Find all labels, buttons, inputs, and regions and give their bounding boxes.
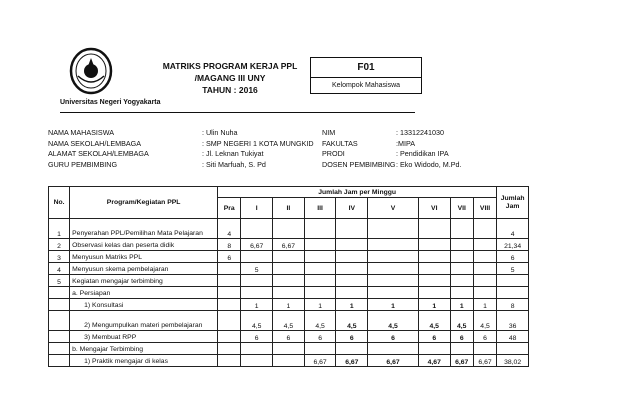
week-hours bbox=[304, 251, 336, 263]
info-label: NAMA MAHASISWA bbox=[48, 128, 115, 137]
row-total: 5 bbox=[497, 263, 529, 275]
week-header: IV bbox=[336, 198, 368, 219]
week-hours bbox=[273, 287, 305, 299]
week-hours bbox=[336, 219, 368, 239]
program-name: 1) Konsultasi bbox=[70, 299, 218, 311]
week-hours bbox=[273, 355, 305, 367]
week-hours bbox=[473, 251, 496, 263]
program-name: 3) Membuat RPP bbox=[70, 331, 218, 343]
info-label: ALAMAT SEKOLAH/LEMBAGA bbox=[48, 149, 149, 158]
row-number: 1 bbox=[49, 219, 70, 239]
week-hours: 4,5 bbox=[336, 311, 368, 331]
week-hours: 6,67 bbox=[304, 355, 336, 367]
week-hours: 6,67 bbox=[473, 355, 496, 367]
week-hours bbox=[218, 287, 241, 299]
week-hours bbox=[450, 343, 473, 355]
week-header: VIII bbox=[473, 198, 496, 219]
form-code-box bbox=[310, 57, 422, 94]
program-value: : Pendidikan IPA bbox=[396, 149, 449, 158]
table-row bbox=[49, 219, 529, 239]
week-hours bbox=[336, 287, 368, 299]
form-subtitle: Kelompok Mahasiswa bbox=[331, 82, 401, 89]
week-hours bbox=[273, 275, 305, 287]
week-hours bbox=[450, 287, 473, 299]
row-total: 36 bbox=[497, 311, 529, 331]
table-row bbox=[49, 343, 529, 355]
week-hours: 6 bbox=[450, 331, 473, 343]
week-hours: 4,5 bbox=[368, 311, 419, 331]
program-name: Observasi kelas dan peserta didik bbox=[70, 239, 218, 251]
week-hours bbox=[304, 219, 336, 239]
week-hours bbox=[304, 287, 336, 299]
week-hours bbox=[450, 219, 473, 239]
week-hours bbox=[473, 275, 496, 287]
program-name: Kegiatan mengajar terbimbing bbox=[70, 275, 218, 287]
col-header-week-group: Jumlah Jam per Minggu bbox=[218, 187, 497, 198]
week-hours bbox=[473, 239, 496, 251]
week-hours bbox=[241, 287, 273, 299]
col-header-no: No. bbox=[49, 187, 70, 219]
week-hours: 1 bbox=[336, 299, 368, 311]
title-line-1: MATRIKS PROGRAM KERJA PPL bbox=[162, 61, 298, 71]
week-hours: 1 bbox=[241, 299, 273, 311]
program-name: 1) Praktik mengajar di kelas bbox=[70, 355, 218, 367]
row-number: 5 bbox=[49, 275, 70, 287]
week-hours bbox=[304, 263, 336, 275]
week-hours bbox=[336, 275, 368, 287]
week-hours bbox=[304, 239, 336, 251]
week-header: VII bbox=[450, 198, 473, 219]
row-total bbox=[497, 343, 529, 355]
form-code: F01 bbox=[311, 58, 421, 78]
week-hours bbox=[418, 343, 450, 355]
uny-logo bbox=[60, 46, 122, 96]
week-hours bbox=[241, 219, 273, 239]
matrix-body bbox=[49, 219, 529, 367]
week-hours: 4,5 bbox=[418, 311, 450, 331]
week-hours: 4 bbox=[218, 219, 241, 239]
table-row bbox=[49, 311, 529, 331]
week-hours bbox=[450, 251, 473, 263]
row-number: 2 bbox=[49, 239, 70, 251]
week-hours bbox=[473, 263, 496, 275]
table-row bbox=[49, 251, 529, 263]
week-hours bbox=[336, 343, 368, 355]
info-label: DOSEN PEMBIMBING bbox=[322, 159, 396, 169]
week-hours bbox=[336, 239, 368, 251]
row-total bbox=[497, 287, 529, 299]
week-hours: 4,5 bbox=[241, 311, 273, 331]
week-hours: 6 bbox=[368, 331, 419, 343]
row-number bbox=[49, 299, 70, 311]
week-hours: 6,67 bbox=[450, 355, 473, 367]
program-name: b. Mengajar Terbimbing bbox=[70, 343, 218, 355]
week-hours bbox=[450, 263, 473, 275]
lecturer-value: : Eko Widodo, M.Pd. bbox=[396, 159, 462, 169]
week-hours bbox=[241, 275, 273, 287]
title-line-3: TAHUN : 2016 bbox=[202, 85, 258, 95]
row-total bbox=[497, 275, 529, 287]
row-number bbox=[49, 311, 70, 331]
table-row bbox=[49, 355, 529, 367]
row-total: 38,02 bbox=[497, 355, 529, 367]
week-hours: 6 bbox=[218, 251, 241, 263]
week-hours: 6,67 bbox=[336, 355, 368, 367]
week-hours bbox=[450, 239, 473, 251]
table-row bbox=[49, 299, 529, 311]
program-matrix-table bbox=[48, 186, 529, 367]
table-row bbox=[49, 263, 529, 275]
week-hours bbox=[368, 239, 419, 251]
week-hours bbox=[273, 263, 305, 275]
info-label: NIM bbox=[322, 128, 336, 137]
info-label: NAMA SEKOLAH/LEMBAGA bbox=[48, 138, 142, 148]
col-header-program: Program/Kegiatan PPL bbox=[70, 187, 218, 219]
program-name: 2) Mengumpulkan materi pembelajaran bbox=[70, 311, 218, 331]
week-hours: 1 bbox=[368, 299, 419, 311]
info-right-labels bbox=[322, 128, 395, 170]
week-hours bbox=[218, 275, 241, 287]
week-hours: 6 bbox=[418, 331, 450, 343]
week-hours bbox=[368, 275, 419, 287]
week-hours bbox=[418, 239, 450, 251]
row-number bbox=[49, 343, 70, 355]
week-hours bbox=[418, 287, 450, 299]
week-header: II bbox=[273, 198, 305, 219]
title-line-2: /MAGANG III UNY bbox=[194, 73, 266, 83]
week-header: I bbox=[241, 198, 273, 219]
week-hours: 4,5 bbox=[273, 311, 305, 331]
week-header: III bbox=[304, 198, 336, 219]
week-header: Pra bbox=[218, 198, 241, 219]
week-hours bbox=[368, 219, 419, 239]
school-name: : SMP NEGERI 1 KOTA MUNGKID bbox=[202, 138, 314, 148]
school-address: : Jl. Leknan Tukiyat bbox=[202, 149, 264, 158]
university-name: Universitas Negeri Yogyakarta bbox=[60, 99, 161, 106]
week-hours bbox=[418, 263, 450, 275]
week-hours bbox=[218, 343, 241, 355]
week-hours bbox=[304, 275, 336, 287]
week-hours bbox=[418, 275, 450, 287]
week-header: VI bbox=[418, 198, 450, 219]
week-hours bbox=[368, 343, 419, 355]
week-hours bbox=[418, 251, 450, 263]
week-hours bbox=[450, 275, 473, 287]
info-label: FAKULTAS bbox=[322, 138, 358, 148]
week-hours bbox=[273, 343, 305, 355]
program-name: Menyusun skema pembelajaran bbox=[70, 263, 218, 275]
week-hours: 1 bbox=[304, 299, 336, 311]
student-name: : Ulin Nuha bbox=[202, 128, 238, 137]
week-hours: 1 bbox=[450, 299, 473, 311]
info-left-values bbox=[202, 128, 314, 170]
week-hours: 6,67 bbox=[368, 355, 419, 367]
week-hours: 8 bbox=[218, 239, 241, 251]
row-number bbox=[49, 331, 70, 343]
faculty-value: :MIPA bbox=[396, 138, 416, 148]
row-total: 48 bbox=[497, 331, 529, 343]
week-hours bbox=[273, 251, 305, 263]
week-hours bbox=[241, 355, 273, 367]
week-hours: 4,5 bbox=[473, 311, 496, 331]
week-hours: 6,67 bbox=[241, 239, 273, 251]
row-number: 3 bbox=[49, 251, 70, 263]
week-hours: 1 bbox=[273, 299, 305, 311]
week-hours: 6 bbox=[336, 331, 368, 343]
program-name: Menyusun Matriks PPL bbox=[70, 251, 218, 263]
program-name: a. Persiapan bbox=[70, 287, 218, 299]
week-hours bbox=[473, 343, 496, 355]
week-hours bbox=[336, 263, 368, 275]
row-number: 4 bbox=[49, 263, 70, 275]
table-row bbox=[49, 239, 529, 251]
week-hours bbox=[218, 355, 241, 367]
row-number bbox=[49, 355, 70, 367]
row-total: 4 bbox=[497, 219, 529, 239]
week-hours: 4,5 bbox=[450, 311, 473, 331]
week-hours bbox=[336, 251, 368, 263]
week-header: V bbox=[368, 198, 419, 219]
col-header-total: Jumlah Jam bbox=[497, 187, 529, 219]
week-hours: 1 bbox=[473, 299, 496, 311]
week-hours bbox=[368, 251, 419, 263]
week-hours bbox=[273, 219, 305, 239]
row-number bbox=[49, 287, 70, 299]
row-total: 6 bbox=[497, 251, 529, 263]
week-hours bbox=[304, 343, 336, 355]
program-name: Penyerahan PPL/Pemilihan Mata Pelajaran bbox=[70, 219, 218, 239]
document-title bbox=[150, 60, 310, 96]
info-left-labels bbox=[48, 128, 149, 170]
week-hours bbox=[241, 251, 273, 263]
table-row bbox=[49, 275, 529, 287]
week-hours: 6 bbox=[304, 331, 336, 343]
week-hours: 1 bbox=[418, 299, 450, 311]
week-hours bbox=[473, 219, 496, 239]
week-hours bbox=[418, 219, 450, 239]
week-hours: 6,67 bbox=[273, 239, 305, 251]
info-right-values bbox=[396, 128, 462, 170]
table-row bbox=[49, 287, 529, 299]
row-total: 8 bbox=[497, 299, 529, 311]
info-label: GURU PEMBIMBING bbox=[48, 159, 118, 169]
header-divider bbox=[60, 112, 415, 113]
week-hours: 4,5 bbox=[304, 311, 336, 331]
week-hours bbox=[218, 299, 241, 311]
week-hours bbox=[368, 287, 419, 299]
nim-value: : 13312241030 bbox=[396, 128, 444, 137]
week-hours bbox=[218, 311, 241, 331]
week-hours bbox=[368, 263, 419, 275]
week-hours bbox=[218, 331, 241, 343]
week-hours: 6 bbox=[241, 331, 273, 343]
table-row bbox=[49, 331, 529, 343]
week-hours bbox=[241, 343, 273, 355]
teacher-name: : Siti Marfuah, S. Pd bbox=[202, 159, 266, 169]
info-label: PRODI bbox=[322, 149, 345, 158]
week-hours bbox=[473, 287, 496, 299]
week-hours: 6 bbox=[273, 331, 305, 343]
week-hours: 6 bbox=[473, 331, 496, 343]
week-hours: 4,67 bbox=[418, 355, 450, 367]
row-total: 21,34 bbox=[497, 239, 529, 251]
week-hours bbox=[218, 263, 241, 275]
week-hours: 5 bbox=[241, 263, 273, 275]
